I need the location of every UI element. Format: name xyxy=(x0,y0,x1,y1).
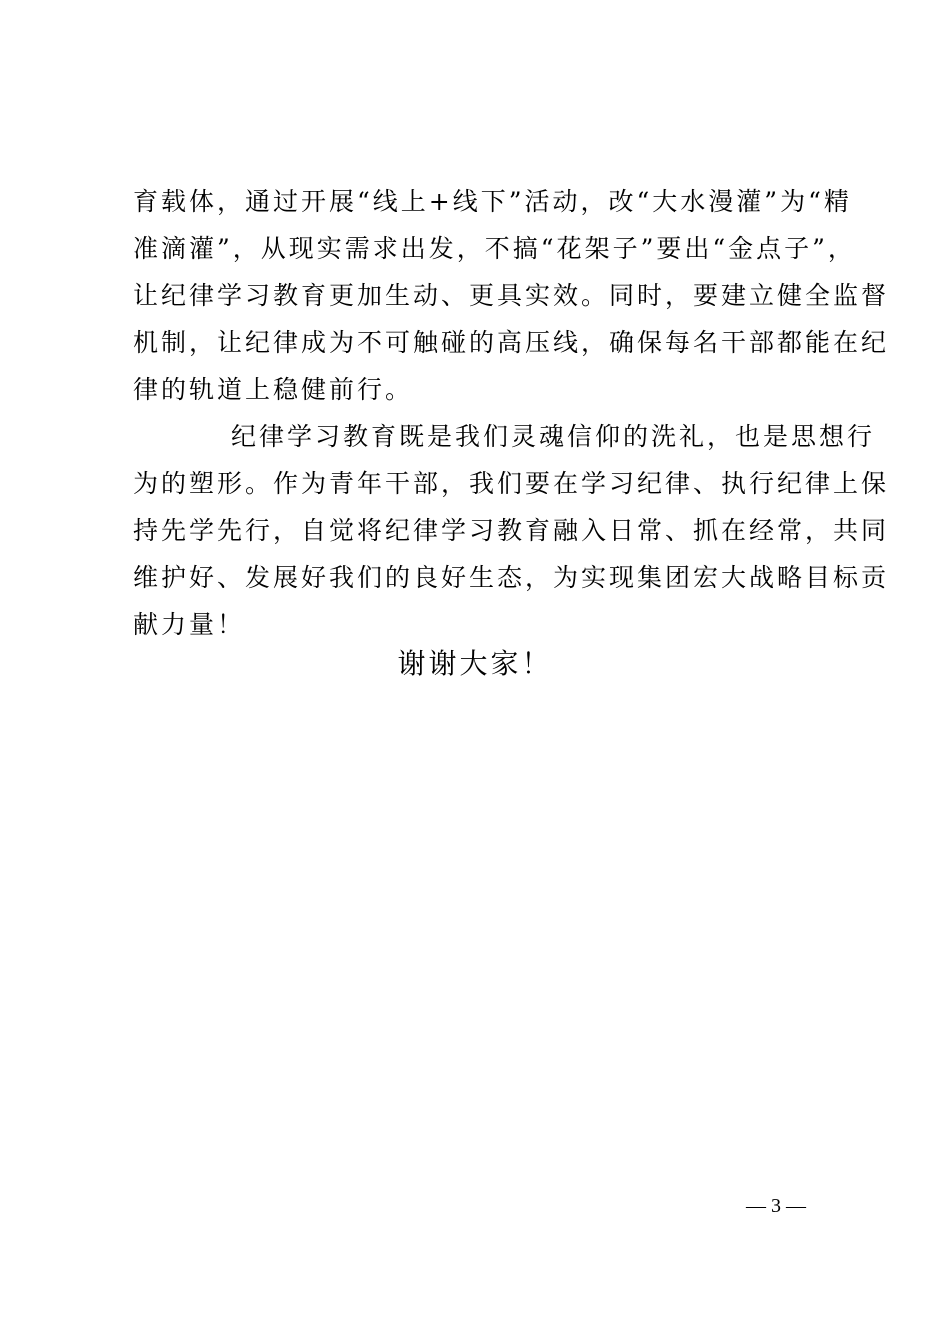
body-text-line: 准滴灌”，从现实需求出发，不搞“花架子”要出“金点子”， xyxy=(133,234,856,263)
body-text-line: 维护好、发展好我们的良好生态，为实现集团宏大战略目标贡 xyxy=(133,563,890,592)
paragraph-first-line: 纪律学习教育既是我们灵魂信仰的洗礼，也是思想行 xyxy=(231,422,876,451)
body-text-line: 献力量！ xyxy=(133,610,246,639)
body-text-line: 为的塑形。作为青年干部，我们要在学习纪律、执行纪律上保 xyxy=(133,469,890,498)
body-text-line: 育载体，通过开展“线上+线下”活动，改“大水漫灌”为“精 xyxy=(133,187,852,216)
body-text-line: 机制，让纪律成为不可触碰的高压线，确保每名干部都能在纪 xyxy=(133,328,890,357)
body-text-line: 持先学先行，自觉将纪律学习教育融入日常、抓在经常，共同 xyxy=(133,516,890,545)
closing-remark: 谢谢大家！ xyxy=(397,647,553,680)
body-text-line: 律的轨道上稳健前行。 xyxy=(133,375,414,404)
page-number: — 3 — xyxy=(746,1195,806,1217)
body-text-line: 让纪律学习教育更加生动、更具实效。同时，要建立健全监督 xyxy=(133,281,890,310)
